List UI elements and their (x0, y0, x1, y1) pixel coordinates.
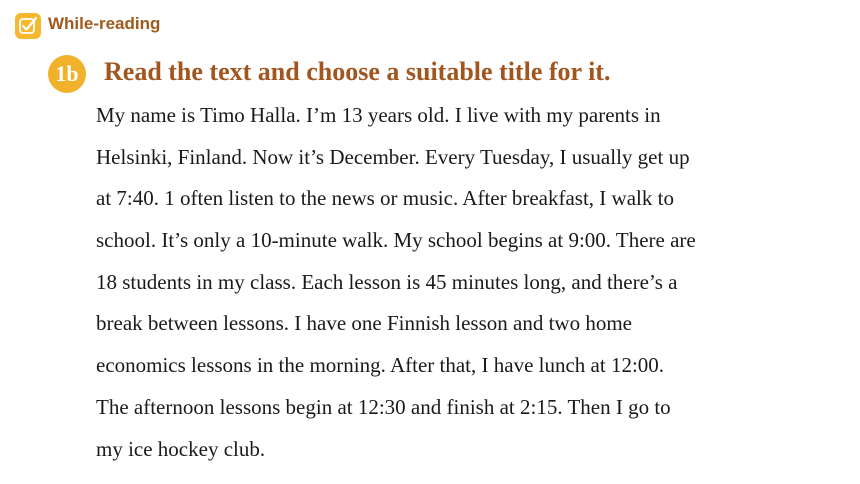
passage-line: my ice hockey club. (96, 436, 266, 461)
passage-line: 18 students in my class. Each lesson is 45 minutes long, and there’s a (96, 269, 678, 294)
pencil-check-icon (15, 13, 41, 39)
task-number-badge: 1b (48, 55, 86, 93)
passage-line: school. It’s only a 10-minute walk. My school begins at 9:00. There are (96, 228, 696, 253)
task-instruction: Read the text and choose a suitable title for it. (104, 57, 611, 86)
reading-passage (96, 95, 796, 470)
passage-line: at 7:40. 1 often listen to the news or music. After breakfast, I walk to (96, 186, 674, 211)
passage-line: economics lessons in the morning. After that, I have lunch at 12:00. (96, 353, 665, 378)
passage-line: Helsinki, Finland. Now it’s December. Every Tuesday, I usually get up (96, 144, 690, 169)
section-label: While-reading (48, 14, 161, 33)
passage-line: break between lessons. I have one Finnish lesson and two home (96, 311, 632, 336)
passage-line: My name is Timo Halla. I’m 13 years old. I live with my parents in (96, 103, 661, 127)
passage-line: The afternoon lessons begin at 12:30 and finish at 2:15. Then I go to (96, 394, 671, 419)
